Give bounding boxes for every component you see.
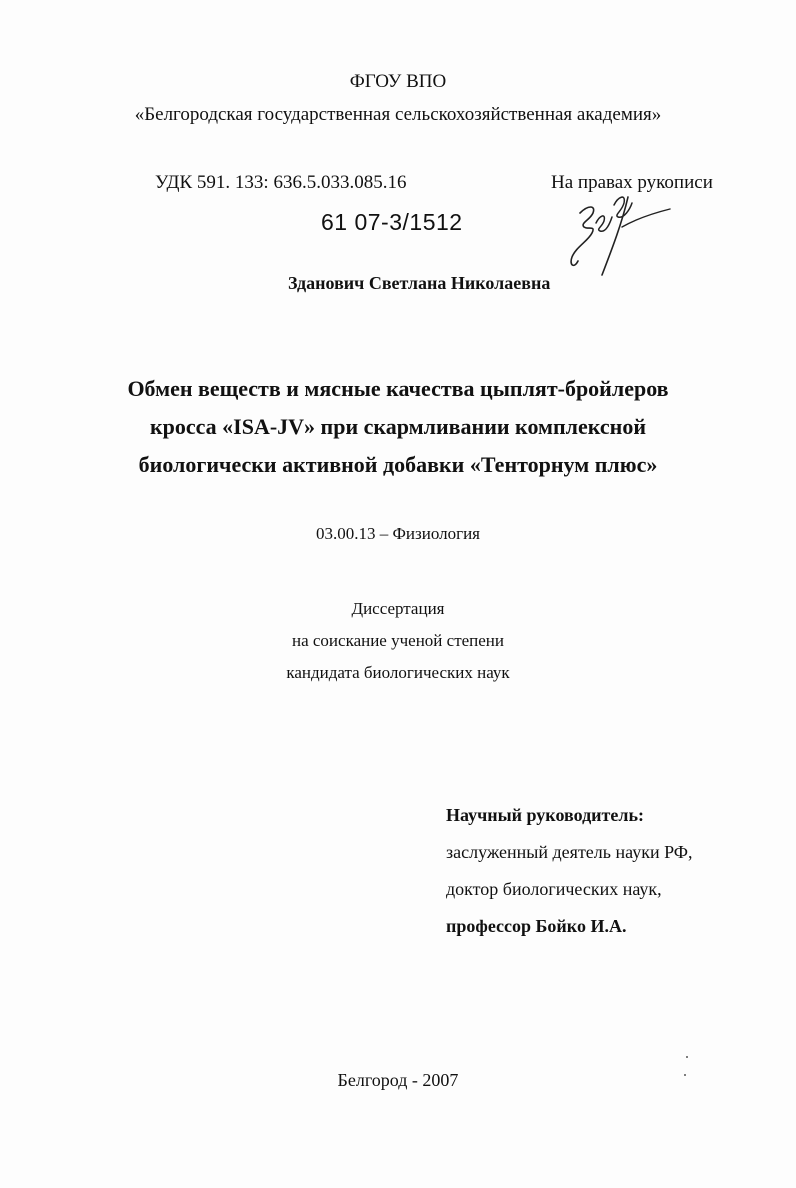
author-name: Зданович Светлана Николаевна [288, 273, 551, 293]
dissertation-title [0, 370, 796, 484]
academy-name: «Белгородская государственная сельскохозяйственная академия» [134, 104, 662, 125]
scan-speck [686, 1056, 688, 1058]
supervisor-title-line: доктор биологических наук, [446, 879, 662, 899]
city-year: Белгород - 2007 [337, 1070, 459, 1090]
scan-speck [684, 1074, 686, 1076]
title-line: Обмен веществ и мясные качества цыплят-бройлеров [127, 376, 669, 401]
handwritten-signature [566, 183, 676, 283]
scientific-supervisor [446, 797, 693, 945]
udk-code: УДК 591. 133: 636.5.033.085.16 [155, 172, 407, 193]
supervisor-title-line: заслуженный деятель науки РФ, [446, 842, 693, 862]
title-line: кросса «ISA-JV» при скармливании комплексной [149, 414, 647, 439]
degree-line: кандидата биологических наук [286, 663, 510, 682]
degree-line: на соискание ученой степени [291, 631, 505, 650]
library-stamp-number: 61 07-3/1512 [321, 209, 463, 235]
organization-abbreviation: ФГОУ ВПО [349, 71, 447, 92]
title-line: биологически активной добавки «Тенторнум плюс» [138, 452, 658, 477]
specialty-code: 03.00.13 – Физиология [316, 524, 480, 543]
supervisor-heading: Научный руководитель: [446, 805, 644, 825]
degree-line: Диссертация [351, 599, 445, 618]
manuscript-rights-note: На правах рукописи [551, 172, 713, 193]
supervisor-name: профессор Бойко И.А. [446, 916, 627, 936]
degree-statement [0, 593, 796, 689]
